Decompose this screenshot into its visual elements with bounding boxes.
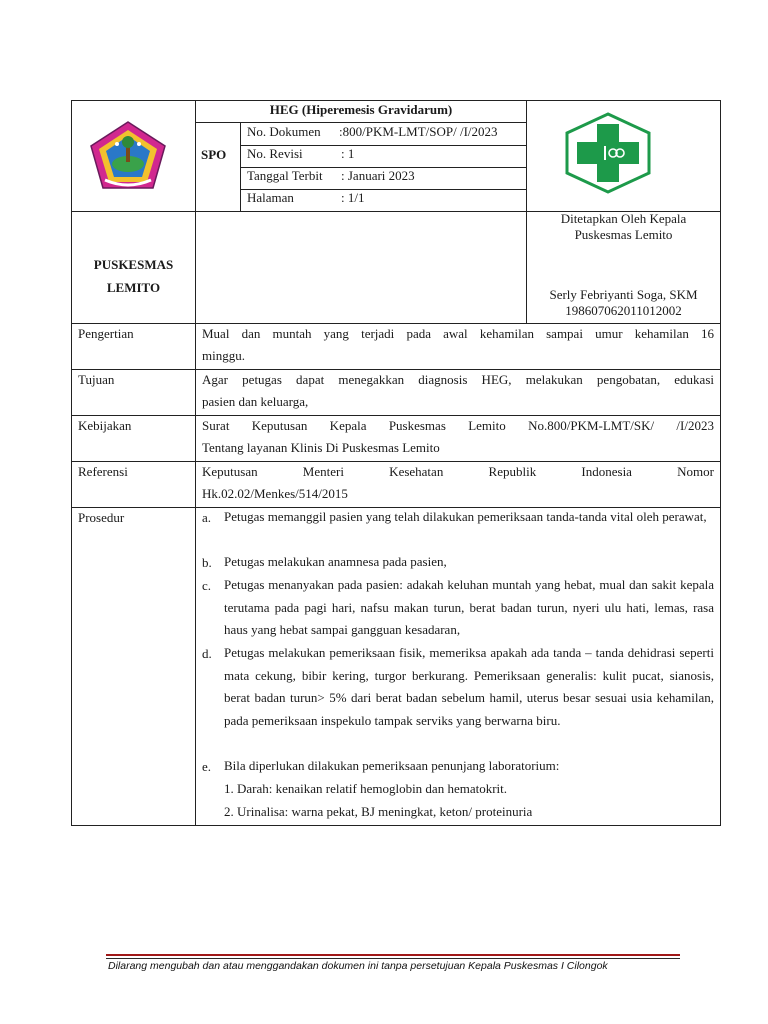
procedure-step-c: Petugas menanyakan pada pasien: adakah keluhan muntah yang hebat, mual dan sakit kepala terutama pada pagi hari, nafsu makan turun, berat badan turun, nyeri ulu hati, lemas, rasa haus yang hebat sampai gangguan kesadaran, <box>224 577 714 637</box>
field-value-no-revisi: : 1 <box>341 146 355 161</box>
tujuan-line-2: pasien dan keluarga, <box>202 394 309 409</box>
approval-title: Ditetapkan Oleh Kepala <box>560 211 687 226</box>
procedure-step-b: Petugas melakukan anamnesa pada pasien, <box>224 554 447 569</box>
field-value-no-dokumen: :800/PKM-LMT/SOP/ /I/2023 <box>339 124 498 139</box>
section-label-kebijakan: Kebijakan <box>78 418 132 433</box>
procedure-marker-b: b. <box>202 555 212 570</box>
kebijakan-line-2: Tentang layanan Klinis Di Puskesmas Lemito <box>202 440 440 455</box>
referensi-line-2: Hk.02.02/Menkes/514/2015 <box>202 486 348 501</box>
field-value-halaman: : 1/1 <box>341 190 365 205</box>
pengertian-line-1: Mual dan muntah yang terjadi pada awal kehamilan sampai umur kehamilan 16 <box>202 326 714 341</box>
approval-subtitle: Puskesmas Lemito <box>574 227 673 242</box>
lab-sub-item-1: 1. Darah: kenaikan relatif hemoglobin dan hematokrit. <box>224 781 508 796</box>
field-value-tanggal-terbit: : Januari 2023 <box>341 168 415 183</box>
procedure-step-d: Petugas melakukan pemeriksaan fisik, memeriksa apakah ada tanda – tanda dehidrasi seperti mata cekung, bibir kering, turgor berkurang. Pemeriksaan generalis: kulit pucat, sianosis, berat badan turun> 5% dari berat badan sebelum hamil, uterus besar sesuai usia kehamilan, pada pemeriksaan inspekulo tampak serviks yang berwarna biru. <box>224 645 714 728</box>
institution-name: PUSKESMAS <box>93 257 174 272</box>
signer-name: Serly Febriyanti Soga, SKM <box>549 287 698 302</box>
field-label-tanggal-terbit: Tanggal Terbit <box>247 168 323 183</box>
document-title: HEG (Hiperemesis Gravidarum) <box>269 102 453 117</box>
section-label-prosedur: Prosedur <box>78 510 125 525</box>
procedure-step-a: Petugas memanggil pasien yang telah dilakukan pemeriksaan tanda-tanda vital oleh perawat, <box>224 509 707 524</box>
section-label-pengertian: Pengertian <box>78 326 134 341</box>
footer-rule-red <box>106 954 680 956</box>
procedure-step-e: Bila diperlukan dilakukan pemeriksaan penunjang laboratorium: <box>224 758 560 773</box>
kebijakan-line-1: Surat Keputusan Kepala Puskesmas Lemito No.800/PKM-LMT/SK/ /I/2023 <box>202 418 714 433</box>
referensi-line-1: Keputusan Menteri Kesehatan Republik Indonesia Nomor <box>202 464 714 479</box>
lab-sub-item-2: 2. Urinalisa: warna pekat, BJ meningkat, keton/ proteinuria <box>224 804 533 819</box>
procedure-marker-a: a. <box>202 510 212 525</box>
pengertian-line-2: minggu. <box>202 348 245 363</box>
procedure-marker-e: e. <box>202 759 212 774</box>
emblem-logo-icon <box>87 120 169 192</box>
spo-label: SPO <box>201 147 227 162</box>
field-label-no-revisi: No. Revisi <box>247 146 303 161</box>
section-label-referensi: Referensi <box>78 464 128 479</box>
institution-location: LEMITO <box>106 280 161 295</box>
puskesmas-logo-icon <box>563 112 653 194</box>
footer-rule-dark <box>106 958 680 959</box>
signer-nip: 198607062011012002 <box>565 303 682 318</box>
field-label-halaman: Halaman <box>247 190 294 205</box>
section-label-tujuan: Tujuan <box>78 372 115 387</box>
procedure-marker-d: d. <box>202 646 212 661</box>
footer-disclaimer: Dilarang mengubah dan atau menggandakan dokumen ini tanpa persetujuan Kepala Puskesmas I Cilongok <box>108 960 608 972</box>
procedure-marker-c: c. <box>202 578 212 593</box>
tujuan-line-1: Agar petugas dapat menegakkan diagnosis HEG, melakukan pengobatan, edukasi <box>202 372 714 387</box>
field-label-no-dokumen: No. Dokumen <box>247 124 321 139</box>
